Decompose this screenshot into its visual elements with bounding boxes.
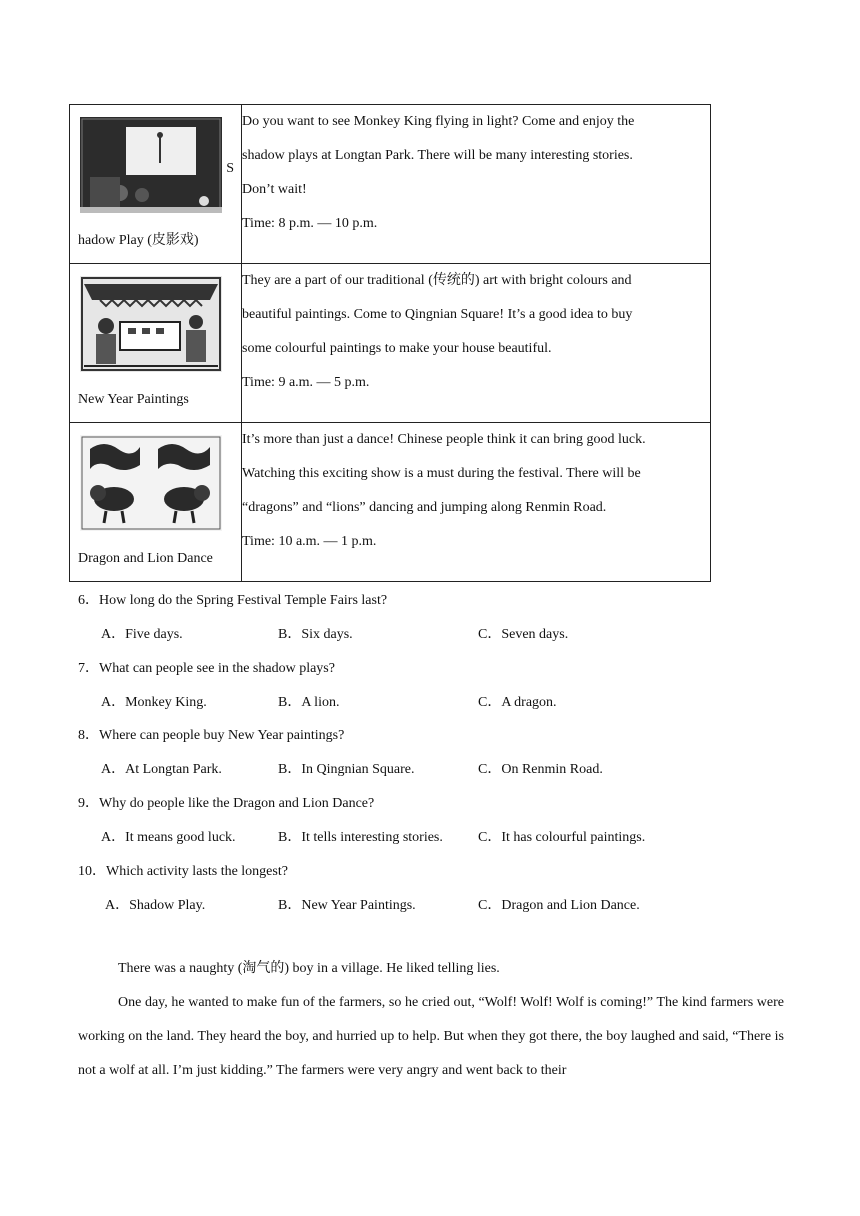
description-line: It’s more than just a dance! Chinese people think it can bring good luck. (242, 432, 646, 447)
option-a[interactable]: A．Shadow Play. (105, 898, 206, 913)
picture-cell (70, 423, 242, 582)
description-line: some colourful paintings to make your house beautiful. (242, 341, 552, 356)
description-line: Don’t wait! (242, 182, 307, 197)
time-line: Time: 10 a.m. — 1 p.m. (242, 534, 377, 549)
activity-caption: hadow Play (皮影戏) (78, 233, 199, 248)
question-6: 6．How long do the Spring Festival Temple Fairs last? (78, 593, 388, 608)
activity-caption: Dragon and Lion Dance (78, 551, 213, 566)
option-c[interactable]: C．It has colourful paintings. (478, 830, 646, 845)
description-line: “dragons” and “lions” dancing and jumping along Renmin Road. (242, 500, 607, 515)
option-a[interactable]: A．It means good luck. (101, 830, 236, 845)
description-line: They are a part of our traditional (传统的) art with bright colours and (242, 273, 632, 288)
table-row (70, 105, 711, 264)
option-c[interactable]: C．A dragon. (478, 695, 557, 710)
caption-first-letter: S (226, 161, 234, 176)
option-a[interactable]: A．Monkey King. (101, 695, 207, 710)
description-cell (242, 423, 711, 582)
option-a[interactable]: A．Five days. (101, 627, 183, 642)
question-10: 10．Which activity lasts the longest? (78, 864, 288, 879)
option-b[interactable]: B．New Year Paintings. (278, 898, 416, 913)
picture-cell (70, 105, 242, 264)
shadow-play-picture (80, 117, 222, 213)
option-b[interactable]: B．It tells interesting stories. (278, 830, 443, 845)
option-b[interactable]: B．Six days. (278, 627, 353, 642)
dragon-and-lion-dance-picture (80, 435, 222, 531)
question-7: 7．What can people see in the shadow plays? (78, 661, 335, 676)
table-row (70, 423, 711, 582)
passage-paragraph-1: There was a naughty (淘气的) boy in a village. He liked telling lies. (118, 961, 500, 976)
table-row (70, 264, 711, 423)
events-table (69, 104, 711, 582)
option-c[interactable]: C．Dragon and Lion Dance. (478, 898, 640, 913)
option-c[interactable]: C．On Renmin Road. (478, 762, 603, 777)
description-text (242, 423, 710, 559)
description-text (242, 264, 710, 400)
question-9: 9．Why do people like the Dragon and Lion Dance? (78, 796, 375, 811)
description-cell (242, 105, 711, 264)
option-c[interactable]: C．Seven days. (478, 627, 569, 642)
description-line: Do you want to see Monkey King flying in light? Come and enjoy the (242, 114, 635, 129)
description-line: Watching this exciting show is a must during the festival. There will be (242, 466, 641, 481)
time-line: Time: 9 a.m. — 5 p.m. (242, 375, 370, 390)
activity-caption: New Year Paintings (78, 392, 189, 407)
option-b[interactable]: B．In Qingnian Square. (278, 762, 415, 777)
time-line: Time: 8 p.m. — 10 p.m. (242, 216, 378, 231)
description-line: shadow plays at Longtan Park. There will be many interesting stories. (242, 148, 633, 163)
option-a[interactable]: A．At Longtan Park. (101, 762, 222, 777)
question-8: 8．Where can people buy New Year paintings? (78, 728, 345, 743)
description-line: beautiful paintings. Come to Qingnian Square! It’s a good idea to buy (242, 307, 633, 322)
description-text (242, 105, 710, 241)
option-b[interactable]: B．A lion. (278, 695, 340, 710)
description-cell (242, 264, 711, 423)
picture-cell (70, 264, 242, 423)
passage-paragraph-2: One day, he wanted to make fun of the farmers, so he cried out, “Wolf! Wolf! Wolf is coming!” The kind farmers were working on the land. They heard the boy, and hurried up to help. But when they got there, the boy laughed and said, “There is not a wolf at all. I’m just kidding.” The farmers were very angry and went back to their (78, 995, 784, 1078)
new-year-paintings-picture (80, 276, 222, 372)
